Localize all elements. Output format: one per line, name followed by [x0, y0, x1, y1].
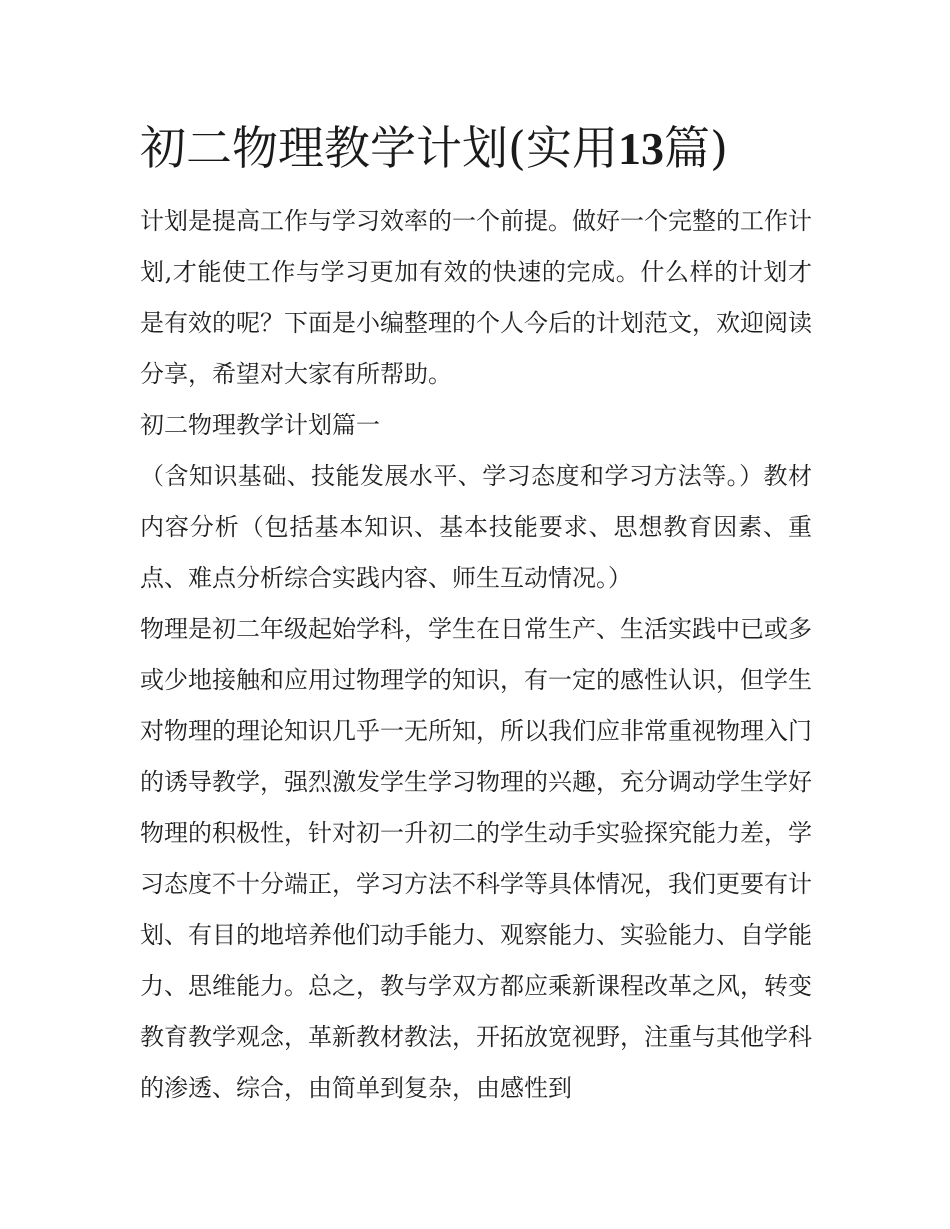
- title-text: 初二物理教学计划(实用: [140, 121, 618, 175]
- intro-paragraph: 计划是提高工作与学习效率的一个前提。做好一个完整的工作计划,才能使工作与学习更加有效的快速的完成。什么样的计划才是有效的呢？下面是小编整理的个人今后的计划范文，欢迎阅读分享，希望对大家有所帮助。: [140, 207, 812, 388]
- body-paragraph: 物理是初二年级起始学科，学生在日常生产、生活实践中已或多或少地接触和应用过物理学的知识，有一定的感性认识，但学生对物理的理论知识几乎一无所知，所以我们应非常重视物理入门的诱导教学，强烈激发学生学习物理的兴趣，充分调动学生学好物理的积极性，针对初一升初二的学生动手实验探究能力差，学习态度不十分端正，学习方法不科学等具体情况，我们更要有计划、有目的地培养他们动手能力、观察能力、实验能力、自学能力、思维能力。总之，教与学双方都应乘新课程改革之风，转变教育教学观念，革新教材教法，开拓放宽视野，注重与其他学科的渗透、综合，由简单到复杂，由感性到: [140, 615, 812, 1102]
- analysis-paragraph: （含知识基础、技能发展水平、学习态度和学习方法等。）教材内容分析（包括基本知识、基本技能要求、思想教育因素、重点、难点分析综合实践内容、师生互动情况。）: [140, 462, 812, 592]
- title-suffix: 篇): [663, 121, 728, 175]
- title-number: 13: [617, 123, 664, 174]
- document-body: [140, 196, 812, 1114]
- document-title: [140, 116, 830, 181]
- section-heading: 初二物理教学计划篇一: [140, 411, 380, 439]
